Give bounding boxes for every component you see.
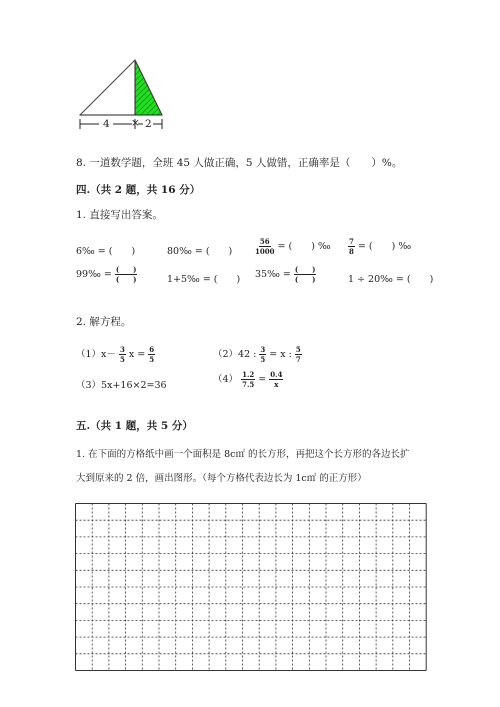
calc-2c: 35‰ = $\frac{( )}{( )}$ [255, 265, 316, 284]
calc-1c: $\frac{56}{1000}$ = ( ) ‰ [255, 237, 331, 256]
section-5-q1-line1: 1. 在下面的方格纸中画一个面积是 8c㎡ 的长方形，再把这个长方形的各边长扩 [76, 449, 410, 460]
equation-1: （1）x－ $\frac{3}{5}$ x = $\frac{6}{5}$ [76, 345, 155, 364]
square-grid[interactable] [75, 503, 428, 672]
triangle-figure [70, 55, 170, 135]
section-4-q1-title: 1. 直接写出答案。 [76, 209, 163, 221]
calc-2a: 99‰ = $\frac{( )}{( )}$ [76, 265, 137, 284]
section-4-title: 四.（共 2 题，共 16 分） [76, 184, 201, 196]
section-5-title: 五.（共 1 题，共 5 分） [76, 420, 193, 432]
calc-2b: 1+5‰ = ( ) [167, 274, 241, 285]
calc-1d: $\frac{7}{8}$ = ( ) ‰ [349, 237, 412, 256]
right-length-label: 2 [145, 118, 152, 130]
calc-1a: 6‰ = ( ) [76, 246, 136, 257]
equation-2: （2）42 : $\frac{3}{5}$ = x : $\frac{5}{7}$ [213, 345, 301, 364]
equation-4: （4） $\frac{1.2}{7.5}$ = $\frac{0.4}{x}$ [213, 370, 283, 389]
section-4-q2-title: 2. 解方程。 [76, 316, 132, 328]
left-length-label: 4 [103, 118, 110, 130]
equation-3: （3）5x+16×2=36 [76, 380, 167, 391]
times-mark: × [131, 117, 140, 129]
calc-1b: 80‰ = ( ) [167, 246, 233, 257]
section-5-q1-line2: 大到原来的 2 倍，画出图形。（每个方格代表边长为 1c㎡ 的正方形） [76, 473, 367, 484]
question-8: 8. 一道数学题，全班 45 人做正确，5 人做错，正确率是（ ）%。 [76, 157, 403, 169]
calc-2d: 1 ÷ 20‰ = ( ) [348, 274, 434, 285]
